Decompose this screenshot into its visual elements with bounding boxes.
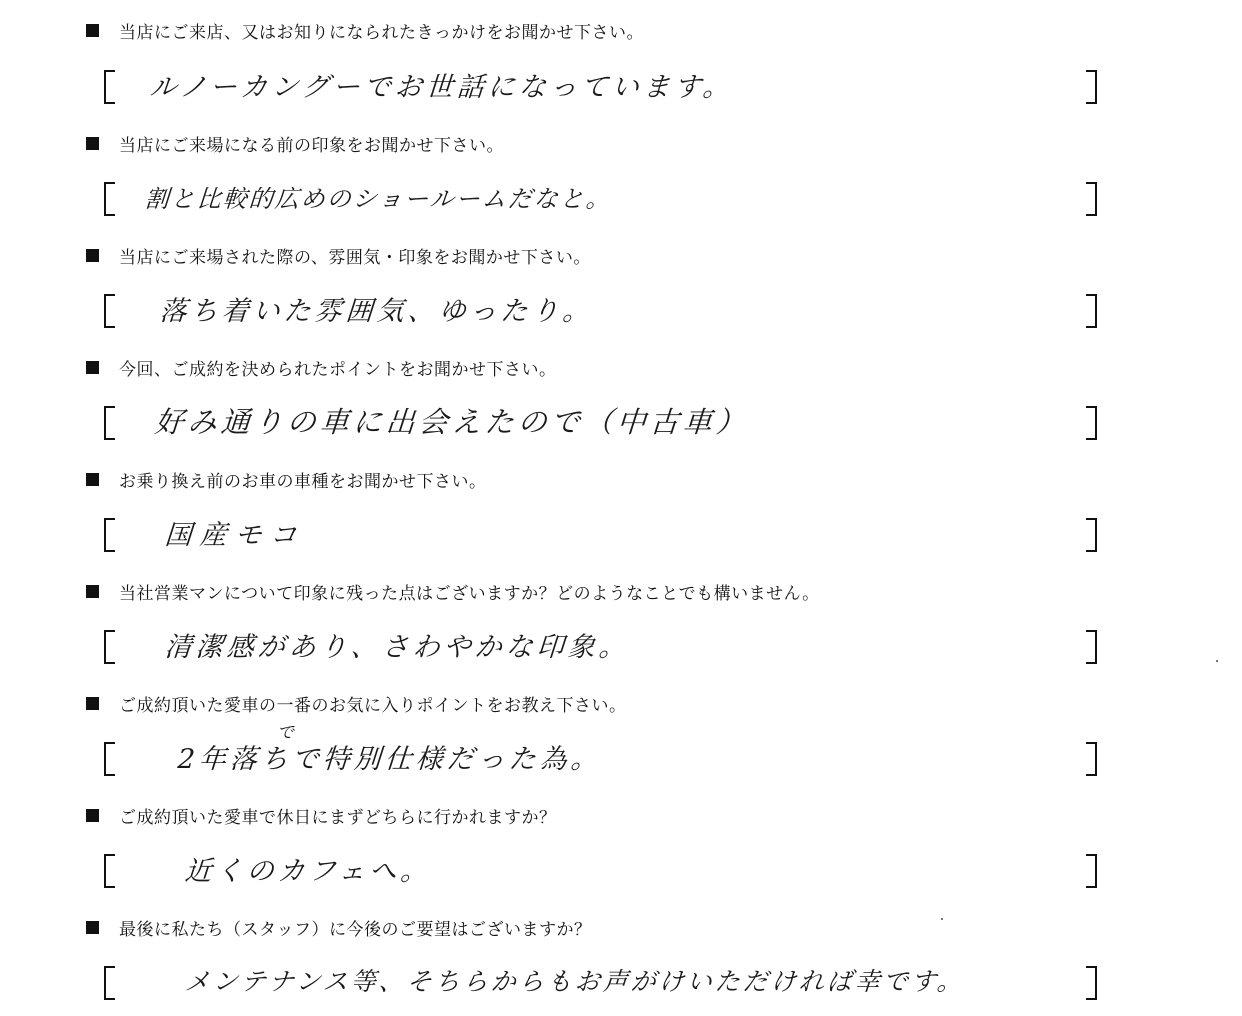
question-row: [86, 17, 644, 43]
question-text: 当社営業マンについて印象に残った点はございますか？どのようなことでも構いません。: [119, 583, 820, 604]
square-bullet-icon: [86, 473, 99, 486]
square-bullet-icon: [86, 697, 99, 710]
question-row: [86, 578, 820, 604]
open-bracket: [104, 182, 115, 216]
question-row: [86, 130, 504, 156]
close-bracket: [1086, 70, 1097, 104]
question-row: [86, 354, 557, 380]
question-text: 当店にご来場になる前の印象をお聞かせ下さい。: [119, 135, 504, 156]
open-bracket: [104, 294, 115, 328]
question-row: [86, 914, 592, 940]
scan-speck: [941, 918, 943, 920]
handwritten-answer: 清潔感があり、さわやかな印象。: [163, 631, 631, 663]
handwritten-answer: 落ち着いた雰囲気、ゆったり。: [158, 295, 595, 327]
open-bracket: [104, 630, 115, 664]
question-text: 最後に私たち（スタッフ）に今後のご要望はございますか？: [119, 919, 592, 940]
question-row: [86, 466, 487, 492]
question-text: ご成約頂いた愛車の一番のお気に入りポイントをお教え下さい。: [119, 695, 627, 716]
open-bracket: [104, 70, 115, 104]
question-row: [86, 802, 557, 828]
open-bracket: [104, 742, 115, 776]
square-bullet-icon: [86, 24, 99, 37]
square-bullet-icon: [86, 249, 99, 262]
square-bullet-icon: [86, 585, 99, 598]
question-text: 当店にご来場された際の、雰囲気・印象をお聞かせ下さい。: [119, 247, 591, 268]
question-text: 今回、ご成約を決められたポイントをお聞かせ下さい。: [119, 359, 557, 380]
handwritten-answer: 割と比較的広めのショールームだなと。: [143, 184, 613, 213]
close-bracket: [1086, 742, 1097, 776]
close-bracket: [1086, 294, 1097, 328]
handwritten-answer: ルノーカングーでお世話になっています。: [148, 71, 735, 103]
handwritten-answer: 近くのカフェへ。: [183, 855, 433, 887]
handwritten-answer: 2年落ちで特別仕様だった為。: [176, 743, 603, 775]
handwritten-answer: 国産モコ: [163, 519, 306, 551]
close-bracket: [1086, 518, 1097, 552]
open-bracket: [104, 854, 115, 888]
close-bracket: [1086, 854, 1097, 888]
square-bullet-icon: [86, 921, 99, 934]
handwritten-answer: 好み通りの車に出会えたので（中古車）: [153, 404, 751, 439]
square-bullet-icon: [86, 809, 99, 822]
close-bracket: [1086, 630, 1097, 664]
question-row: [86, 690, 627, 716]
handwritten-answer: メンテナンス等、そちらからもお声がけいただければ幸です。: [183, 967, 966, 996]
close-bracket: [1086, 406, 1097, 440]
question-text: お乗り換え前のお車の車種をお聞かせ下さい。: [119, 471, 487, 492]
open-bracket: [104, 966, 115, 1000]
scan-speck: [1216, 660, 1218, 662]
square-bullet-icon: [86, 137, 99, 150]
close-bracket: [1086, 182, 1097, 216]
open-bracket: [104, 406, 115, 440]
close-bracket: [1086, 966, 1097, 1000]
square-bullet-icon: [86, 361, 99, 374]
question-row: [86, 242, 591, 268]
handwritten-insertion-note: で: [277, 723, 294, 743]
question-text: 当店にご来店、又はお知りになられたきっかけをお聞かせ下さい。: [119, 22, 644, 43]
open-bracket: [104, 518, 115, 552]
question-text: ご成約頂いた愛車で休日にまずどちらに行かれますか？: [119, 807, 557, 828]
